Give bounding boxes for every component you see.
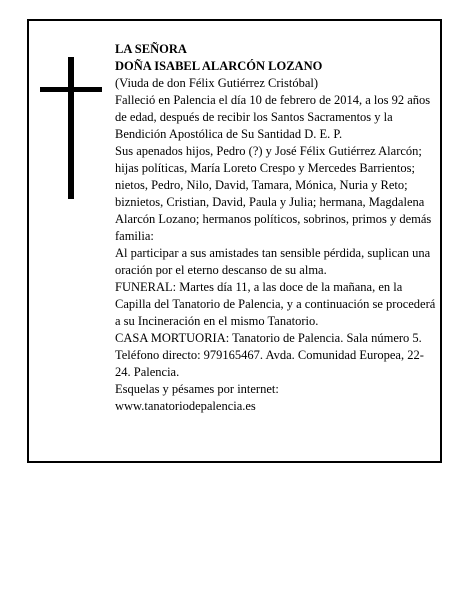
cross-vertical-bar xyxy=(68,57,74,199)
funeral-paragraph: FUNERAL: Martes día 11, a las doce de la mañana, en la Capilla del Tanatorio de Palencia, y a continuación se procederá a su Incineración en el mismo Tanatorio. xyxy=(115,280,436,328)
cross-horizontal-bar xyxy=(40,87,102,92)
cross-icon xyxy=(40,57,102,199)
internet-line: Esquelas y pésames por internet: xyxy=(115,382,279,396)
family-paragraph: Sus apenados hijos, Pedro (?) y José Félix Gutiérrez Alarcón; hijas políticas, María Loreto Crespo y Mercedes Barrientos; nietos, Pedro, Nilo, David, Tamara, Mónica, Nuria y Reto; biznietos, Cristian, David, Paula y Julia; hermana, Magdalena Alarcón Lozano; hermanos políticos, sobrinos, primos y demás familia: xyxy=(115,144,432,243)
mortuary-paragraph: CASA MORTUORIA: Tanatorio de Palencia. Sala número 5. Teléfono directo: 979165467. Avda. Comunidad Europea, 22-24. Palencia. xyxy=(115,331,424,379)
death-paragraph: Falleció en Palencia el día 10 de febrero de 2014, a los 92 años de edad, después de recibir los Santos Sacramentos y la Bendición Apostólica de Su Santidad D. E. P. xyxy=(115,93,431,141)
widow-line: (Viuda de don Félix Gutiérrez Cristóbal) xyxy=(115,76,319,90)
request-paragraph: Al participar a sus amistades tan sensible pérdida, suplican una oración por el eterno descanso de su alma. xyxy=(115,246,431,277)
obituary-notice-frame xyxy=(27,19,442,463)
heading-title: LA SEÑORA xyxy=(115,42,187,56)
deceased-name: DOÑA ISABEL ALARCÓN LOZANO xyxy=(115,59,323,73)
website-link[interactable]: www.tanatoriodepalencia.es xyxy=(115,399,256,413)
obituary-text xyxy=(115,41,439,415)
